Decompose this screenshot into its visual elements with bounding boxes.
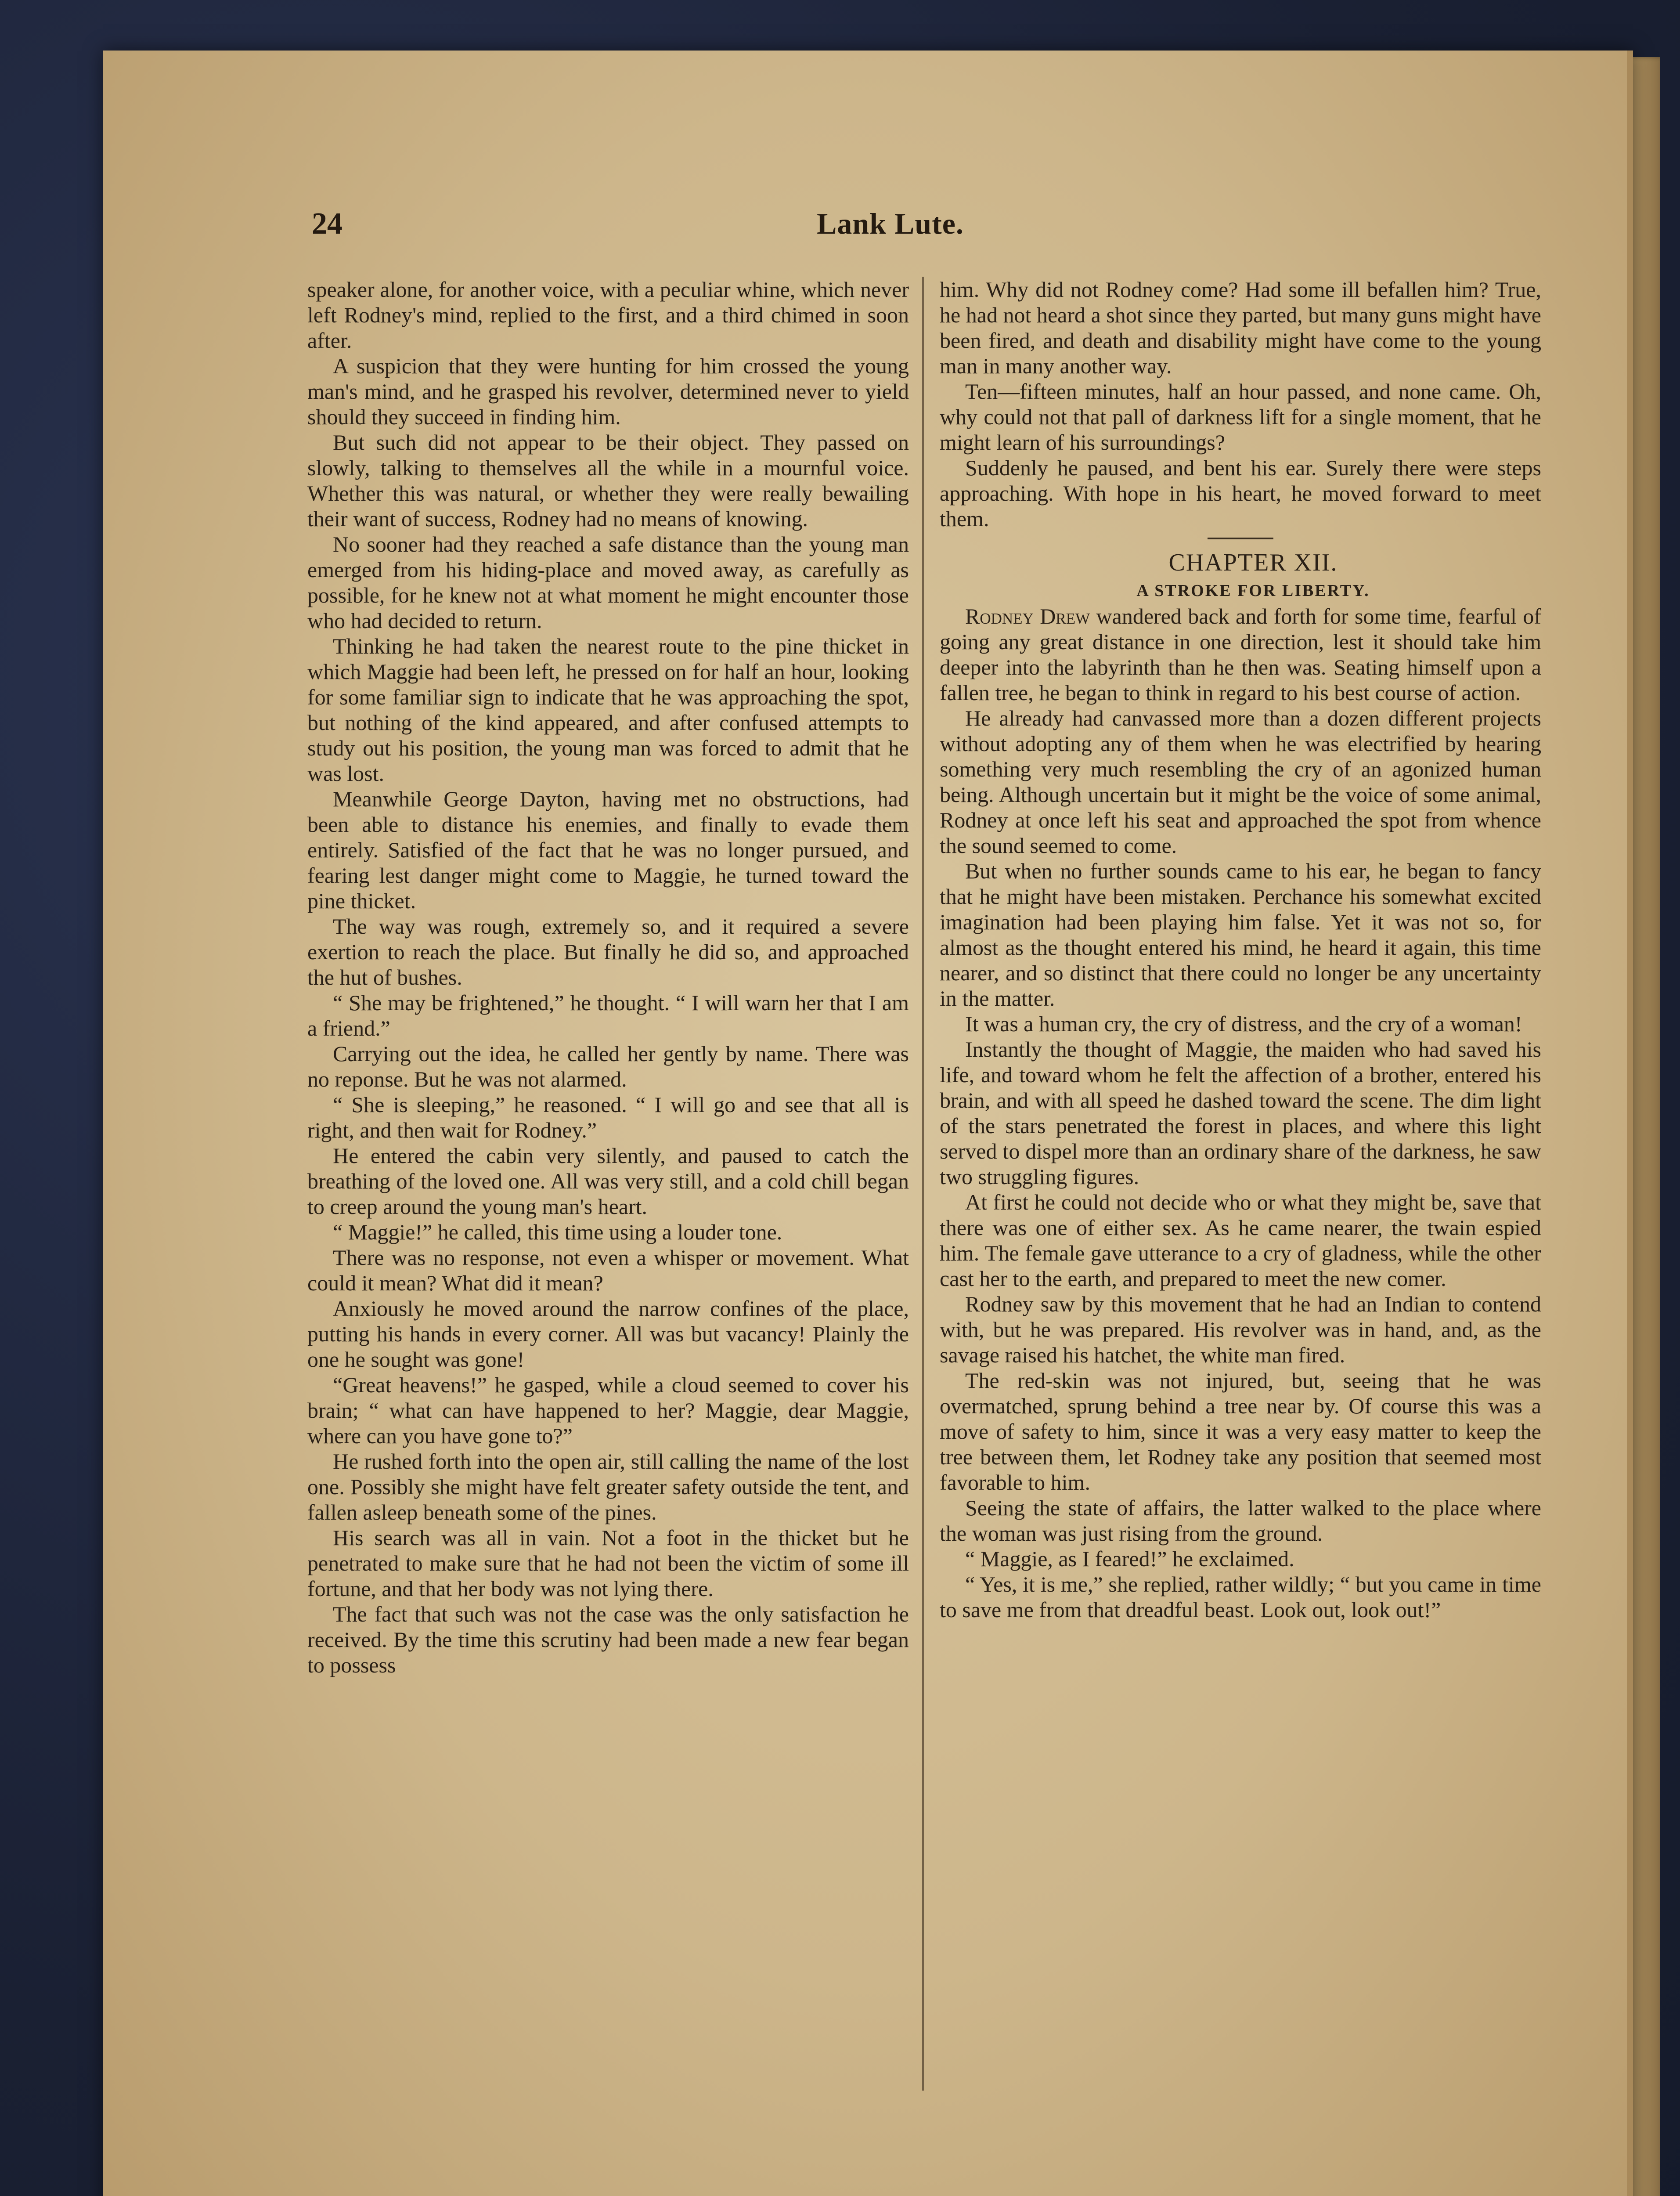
paragraph: “ Maggie, as I feared!” he exclaimed. [965, 1546, 1294, 1571]
right-column [940, 277, 1541, 1622]
paragraph: “ She may be frightened,” he thought. “ I will warn her that I am a friend.” [307, 990, 909, 1040]
paragraph: The red-skin was not injured, but, seeing that he was overmatched, sprung behind a tree near by. Of course this was a move of safety to him, since it was a very easy matter to keep the tree between them, let Rodney take any position that seemed most favorable to him. [940, 1368, 1541, 1495]
paragraph: Carrying out the idea, he called her gently by name. There was no reponse. But he was not alarmed. [307, 1041, 909, 1091]
paragraph: But such did not appear to be their object. They passed on slowly, talking to themselves all the while in a mournful voice. Whether this was natural, or whether they were really bewailing their want of success, Rodney had no means of knowing. [307, 430, 909, 531]
page-number: 24 [312, 207, 342, 241]
paragraph: He entered the cabin very silently, and paused to catch the breathing of the loved one. All was very still, and a cold chill began to creep around the young man's heart. [307, 1143, 909, 1219]
paragraph: Anxiously he moved around the narrow confines of the place, putting his hands in every corner. All was but vacancy! Plainly the one he sought was gone! [307, 1296, 909, 1372]
paragraph: No sooner had they reached a safe distance than the young man emerged from his hiding-place and moved away, as carefully as possible, for he knew not at what moment he might encounter those who had decided to return. [307, 532, 909, 633]
chapter-title: CHAPTER XII. [1168, 549, 1338, 576]
paragraph: A suspicion that they were hunting for him crossed the young man's mind, and he grasped his revolver, determined never to yield should they succeed in finding him. [307, 354, 909, 429]
paragraph: Rodney saw by this movement that he had an Indian to contend with, but he was prepared. His revolver was in hand, and, as the savage raised his hatchet, the white man fired. [940, 1292, 1541, 1367]
chapter-opening-paragraph [940, 603, 1541, 705]
paragraph: Ten—fifteen minutes, half an hour passed, and none came. Oh, why could not that pall of darkness lift for a single moment, that he might learn of his surroundings? [940, 379, 1541, 455]
paragraph: him. Why did not Rodney come? Had some ill befallen him? True, he had not heard a shot since they parted, but many guns might have been fired, and death and disability might have come to the young man in many another way. [940, 277, 1541, 378]
paragraph: He rushed forth into the open air, still calling the name of the lost one. Possibly she might have felt greater safety outside the tent, and fallen asleep beneath some of the pines. [307, 1449, 909, 1524]
paragraph: “ Yes, it is me,” she replied, rather wildly; “ but you came in time to save me from that dreadful beast. Look out, look out!” [940, 1572, 1541, 1622]
chapter-opening-text: wandered back and forth for some time, fearful of going any great distance in one direction, lest it should take him deeper into the labyrinth than he then was. Seating himself upon a fallen tree, he began to think in regard to his best course of action. [940, 604, 1541, 705]
paragraph: At first he could not decide who or what they might be, save that there was one of either sex. As he came nearer, the twain espied him. The female gave utterance to a cry of gladness, while the other cast her to the earth, and prepared to meet the new comer. [940, 1190, 1541, 1291]
chapter-subtitle: A STROKE FOR LIBERTY. [1136, 582, 1370, 600]
paragraph: The fact that such was not the case was the only satisfaction he received. By the time this scrutiny had been made a new fear began to possess [307, 1602, 909, 1677]
paragraph: “ She is sleeping,” he reasoned. “ I will go and see that all is right, and then wait for Rodney.” [307, 1092, 909, 1142]
column-divider [922, 277, 924, 2091]
chapter-opening-lead: Rodney Drew [965, 604, 1090, 628]
page-header [206, 206, 1559, 268]
paragraph: “Great heavens!” he gasped, while a cloud seemed to cover his brain; “ what can have happened to her? Maggie, dear Maggie, where can you have gone to?” [307, 1372, 909, 1448]
paragraph: Meanwhile George Dayton, having met no obstructions, had been able to distance his enemies, and finally to evade them entirely. Satisfied of the fact that he was no longer pursued, and fearing lest danger might come to Maggie, he turned toward the pine thicket. [307, 787, 909, 913]
paragraph: It was a human cry, the cry of distress, and the cry of a woman! [965, 1011, 1522, 1036]
paragraph: speaker alone, for another voice, with a peculiar whine, which never left Rodney's mind, replied to the first, and a third chimed in soon after. [307, 277, 909, 353]
running-title: Lank Lute. [817, 207, 964, 240]
paragraph: He already had canvassed more than a dozen different projects without adopting any of them when he was electrified by hearing something very much resembling the cry of an agonized human being. Although uncertain but it might be the voice of some animal, Rodney at once left his seat and approached the spot from whence the sound seemed to come. [940, 706, 1541, 858]
paragraph: His search was all in vain. Not a foot in the thicket but he penetrated to make sure that he had not been the victim of some ill fortune, and that her body was not lying there. [307, 1525, 909, 1601]
paragraph: Thinking he had taken the nearest route to the pine thicket in which Maggie had been left, he pressed on for half an hour, looking for some familiar sign to indicate that he was approaching the spot, but nothing of the kind appeared, and after confused attempts to study out his position, the young man was forced to admit that he was lost. [307, 634, 909, 786]
paragraph: Suddenly he paused, and bent his ear. Surely there were steps approaching. With hope in his heart, he moved forward to meet them. [940, 455, 1541, 531]
paragraph: But when no further sounds came to his ear, he began to fancy that he might have been mistaken. Perchance his somewhat excited imagination had been playing him false. Yet it was not so, for almost as the thought entered his mind, he heard it again, this time nearer, and so distinct that there could no longer be any uncertainty in the matter. [940, 859, 1541, 1011]
chapter-rule [1208, 538, 1273, 539]
paragraph: Instantly the thought of Maggie, the maiden who had saved his life, and toward whom he felt the affection of a brother, entered his brain, and with all speed he dashed toward the scene. The dim light of the stars penetrated the forest in places, and where this light served to dispel more than an ordinary share of the darkness, he saw two struggling figures. [940, 1037, 1541, 1189]
paragraph: There was no response, not even a whisper or movement. What could it mean? What did it mean? [307, 1245, 909, 1295]
paragraph: Seeing the state of affairs, the latter walked to the place where the woman was just rising from the ground. [940, 1495, 1541, 1546]
paragraph: “ Maggie!” he called, this time using a louder tone. [333, 1220, 782, 1244]
left-column [307, 277, 909, 1678]
paragraph: The way was rough, extremely so, and it required a severe exertion to reach the place. But finally he did so, and approached the hut of bushes. [307, 914, 909, 990]
